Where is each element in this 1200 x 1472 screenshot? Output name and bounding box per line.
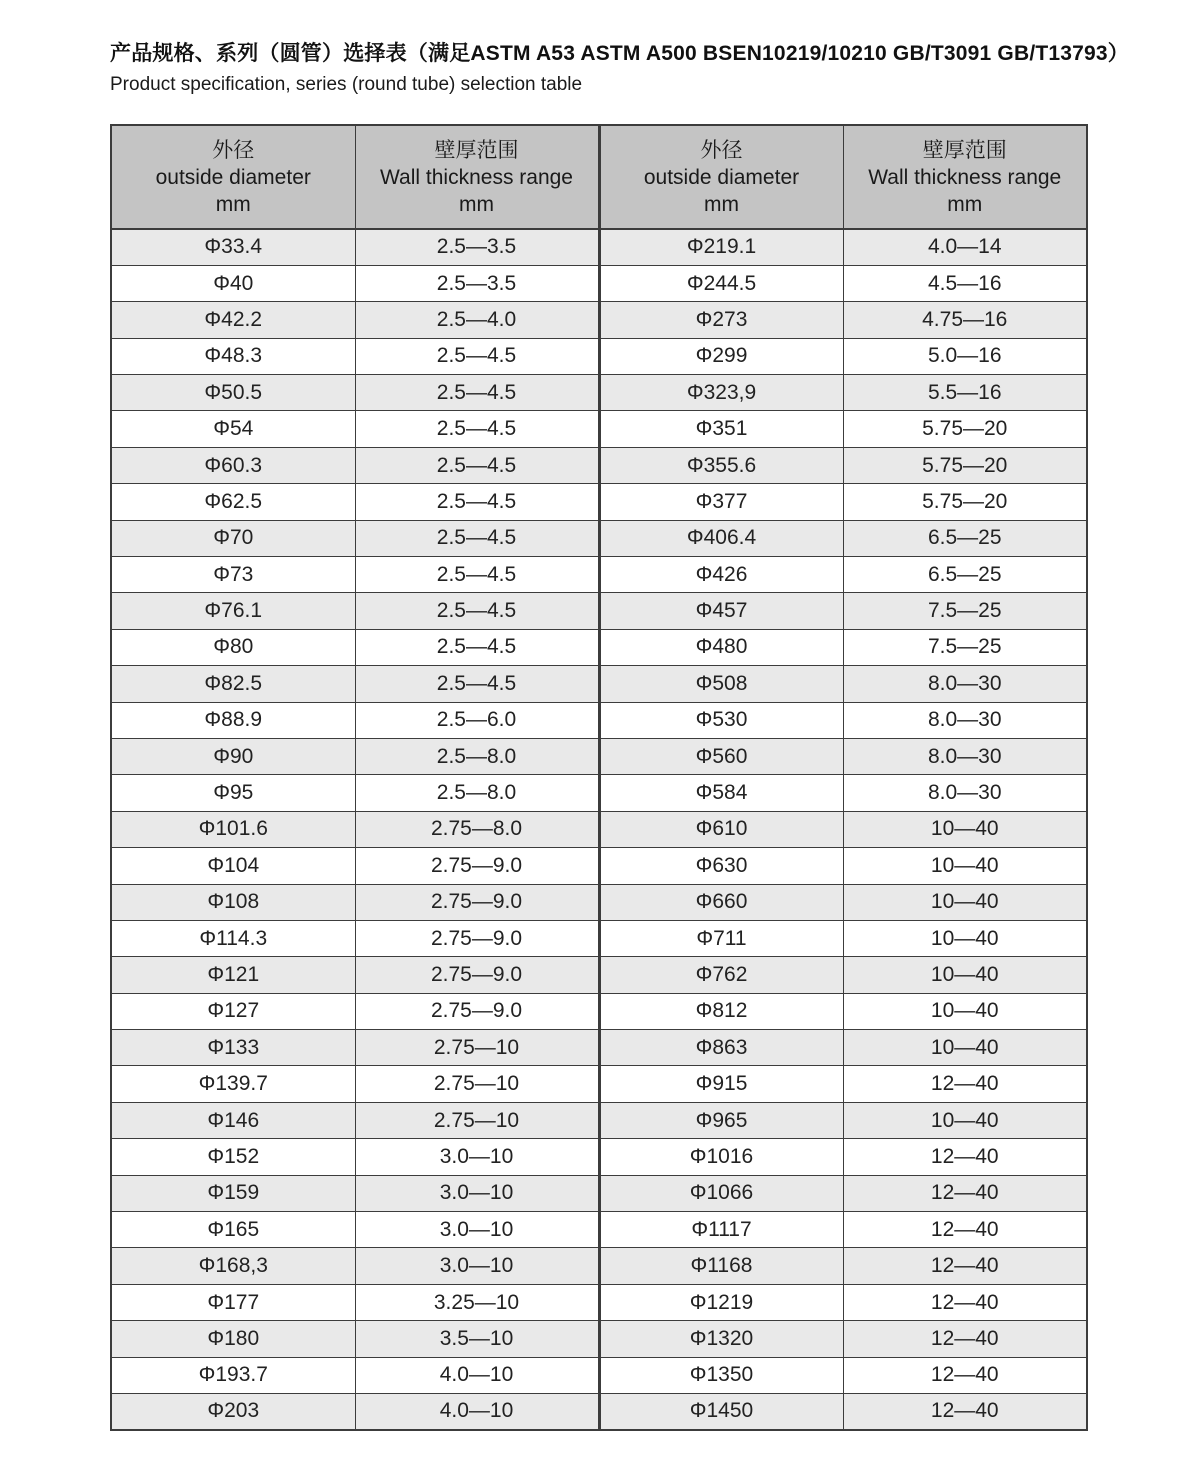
cell-wall-thickness-range: 5.75—20: [843, 411, 1087, 447]
cell-outside-diameter: Φ299: [599, 338, 843, 374]
table-row: [111, 1248, 1087, 1284]
cell-outside-diameter: Φ88.9: [111, 702, 355, 738]
cell-wall-thickness-range: 3.5—10: [355, 1321, 599, 1357]
cell-outside-diameter: Φ76.1: [111, 593, 355, 629]
column-header-outside-diameter-left: [111, 125, 355, 229]
table-row: [111, 702, 1087, 738]
table-row: [111, 447, 1087, 483]
column-header-outside-diameter-right: [599, 125, 843, 229]
table-row: [111, 666, 1087, 702]
cell-outside-diameter: Φ80: [111, 629, 355, 665]
table-row: [111, 1030, 1087, 1066]
cell-outside-diameter: Φ60.3: [111, 447, 355, 483]
cell-wall-thickness-range: 5.5—16: [843, 375, 1087, 411]
cell-outside-diameter: Φ203: [111, 1394, 355, 1430]
spec-table-head: [111, 125, 1087, 229]
table-row: [111, 1066, 1087, 1102]
cell-wall-thickness-range: 8.0—30: [843, 702, 1087, 738]
cell-wall-thickness-range: 4.0—10: [355, 1394, 599, 1430]
cell-outside-diameter: Φ95: [111, 775, 355, 811]
cell-wall-thickness-range: 2.75—9.0: [355, 884, 599, 920]
table-row: [111, 957, 1087, 993]
cell-outside-diameter: Φ915: [599, 1066, 843, 1102]
cell-wall-thickness-range: 2.75—9.0: [355, 920, 599, 956]
cell-outside-diameter: Φ457: [599, 593, 843, 629]
cell-wall-thickness-range: 4.0—10: [355, 1357, 599, 1393]
header-unit-label: mm: [215, 192, 251, 216]
cell-outside-diameter: Φ426: [599, 557, 843, 593]
table-row: [111, 229, 1087, 265]
cell-wall-thickness-range: 2.75—10: [355, 1030, 599, 1066]
cell-wall-thickness-range: 12—40: [843, 1248, 1087, 1284]
cell-wall-thickness-range: 3.0—10: [355, 1139, 599, 1175]
cell-outside-diameter: Φ165: [111, 1212, 355, 1248]
cell-wall-thickness-range: 12—40: [843, 1066, 1087, 1102]
cell-wall-thickness-range: 2.5—3.5: [355, 229, 599, 265]
table-row: [111, 848, 1087, 884]
page-subtitle: Product specification, series (round tube) selection table: [110, 74, 583, 95]
header-zh-label: 外径: [700, 138, 743, 162]
table-row: [111, 375, 1087, 411]
cell-wall-thickness-range: 2.75—10: [355, 1102, 599, 1138]
table-row: [111, 1284, 1087, 1320]
cell-outside-diameter: Φ1350: [599, 1357, 843, 1393]
cell-outside-diameter: Φ630: [599, 848, 843, 884]
cell-wall-thickness-range: 2.5—6.0: [355, 702, 599, 738]
cell-outside-diameter: Φ1450: [599, 1394, 843, 1430]
header-en-label: outside diameter: [643, 165, 800, 189]
cell-wall-thickness-range: 2.5—4.5: [355, 447, 599, 483]
cell-wall-thickness-range: 2.75—9.0: [355, 957, 599, 993]
cell-outside-diameter: Φ377: [599, 484, 843, 520]
cell-outside-diameter: Φ193.7: [111, 1357, 355, 1393]
cell-wall-thickness-range: 2.5—4.5: [355, 484, 599, 520]
table-row: [111, 775, 1087, 811]
cell-outside-diameter: Φ40: [111, 265, 355, 301]
cell-wall-thickness-range: 4.75—16: [843, 302, 1087, 338]
header-unit-label: mm: [947, 192, 983, 216]
cell-outside-diameter: Φ711: [599, 920, 843, 956]
cell-wall-thickness-range: 2.75—9.0: [355, 848, 599, 884]
cell-wall-thickness-range: 2.5—4.5: [355, 629, 599, 665]
cell-outside-diameter: Φ244.5: [599, 265, 843, 301]
cell-wall-thickness-range: 5.75—20: [843, 447, 1087, 483]
cell-outside-diameter: Φ762: [599, 957, 843, 993]
table-row: [111, 1394, 1087, 1430]
table-row: [111, 1357, 1087, 1393]
cell-outside-diameter: Φ323,9: [599, 375, 843, 411]
cell-outside-diameter: Φ610: [599, 811, 843, 847]
table-row: [111, 1175, 1087, 1211]
cell-outside-diameter: Φ127: [111, 993, 355, 1029]
cell-outside-diameter: Φ108: [111, 884, 355, 920]
cell-wall-thickness-range: 10—40: [843, 884, 1087, 920]
cell-wall-thickness-range: 5.0—16: [843, 338, 1087, 374]
cell-wall-thickness-range: 12—40: [843, 1139, 1087, 1175]
cell-wall-thickness-range: 2.5—3.5: [355, 265, 599, 301]
cell-wall-thickness-range: 12—40: [843, 1212, 1087, 1248]
table-row: [111, 1212, 1087, 1248]
header-unit-label: mm: [459, 192, 494, 216]
cell-outside-diameter: Φ42.2: [111, 302, 355, 338]
cell-wall-thickness-range: 4.5—16: [843, 265, 1087, 301]
header-zh-label: 壁厚范围: [434, 138, 519, 162]
cell-wall-thickness-range: 6.5—25: [843, 557, 1087, 593]
table-row: [111, 1102, 1087, 1138]
cell-outside-diameter: Φ180: [111, 1321, 355, 1357]
cell-outside-diameter: Φ48.3: [111, 338, 355, 374]
cell-outside-diameter: Φ1066: [599, 1175, 843, 1211]
cell-wall-thickness-range: 2.75—10: [355, 1066, 599, 1102]
cell-wall-thickness-range: 12—40: [843, 1321, 1087, 1357]
cell-wall-thickness-range: 3.0—10: [355, 1175, 599, 1211]
header-en-label: Wall thickness range: [868, 165, 1062, 189]
cell-outside-diameter: Φ584: [599, 775, 843, 811]
cell-wall-thickness-range: 12—40: [843, 1284, 1087, 1320]
cell-wall-thickness-range: 2.5—4.5: [355, 375, 599, 411]
cell-wall-thickness-range: 2.5—4.5: [355, 593, 599, 629]
cell-outside-diameter: Φ101.6: [111, 811, 355, 847]
cell-wall-thickness-range: 2.5—4.5: [355, 338, 599, 374]
cell-outside-diameter: Φ219.1: [599, 229, 843, 265]
cell-wall-thickness-range: 7.5—25: [843, 629, 1087, 665]
cell-wall-thickness-range: 3.0—10: [355, 1248, 599, 1284]
cell-outside-diameter: Φ133: [111, 1030, 355, 1066]
cell-outside-diameter: Φ54: [111, 411, 355, 447]
cell-wall-thickness-range: 6.5—25: [843, 520, 1087, 556]
cell-outside-diameter: Φ660: [599, 884, 843, 920]
table-row: [111, 557, 1087, 593]
cell-wall-thickness-range: 12—40: [843, 1357, 1087, 1393]
cell-outside-diameter: Φ1168: [599, 1248, 843, 1284]
cell-outside-diameter: Φ33.4: [111, 229, 355, 265]
cell-wall-thickness-range: 2.5—4.0: [355, 302, 599, 338]
cell-outside-diameter: Φ1219: [599, 1284, 843, 1320]
table-row: [111, 520, 1087, 556]
cell-wall-thickness-range: 2.5—4.5: [355, 557, 599, 593]
table-row: [111, 411, 1087, 447]
table-row: [111, 920, 1087, 956]
cell-wall-thickness-range: 12—40: [843, 1175, 1087, 1211]
spec-table: [110, 124, 1088, 1431]
table-row: [111, 993, 1087, 1029]
cell-wall-thickness-range: 2.75—8.0: [355, 811, 599, 847]
cell-wall-thickness-range: 2.5—4.5: [355, 520, 599, 556]
header-zh-label: 壁厚范围: [922, 138, 1007, 162]
cell-outside-diameter: Φ560: [599, 738, 843, 774]
cell-wall-thickness-range: 2.75—9.0: [355, 993, 599, 1029]
cell-outside-diameter: Φ159: [111, 1175, 355, 1211]
cell-outside-diameter: Φ812: [599, 993, 843, 1029]
table-row: [111, 1139, 1087, 1175]
cell-wall-thickness-range: 3.0—10: [355, 1212, 599, 1248]
cell-wall-thickness-range: 2.5—8.0: [355, 738, 599, 774]
cell-outside-diameter: Φ508: [599, 666, 843, 702]
table-row: [111, 338, 1087, 374]
cell-outside-diameter: Φ1117: [599, 1212, 843, 1248]
cell-outside-diameter: Φ1016: [599, 1139, 843, 1175]
cell-wall-thickness-range: 8.0—30: [843, 775, 1087, 811]
cell-outside-diameter: Φ121: [111, 957, 355, 993]
cell-outside-diameter: Φ168,3: [111, 1248, 355, 1284]
table-row: [111, 484, 1087, 520]
spec-table-body: [111, 229, 1087, 1430]
cell-outside-diameter: Φ114.3: [111, 920, 355, 956]
header-unit-label: mm: [704, 192, 739, 216]
cell-outside-diameter: Φ965: [599, 1102, 843, 1138]
cell-outside-diameter: Φ90: [111, 738, 355, 774]
table-row: [111, 738, 1087, 774]
cell-wall-thickness-range: 8.0—30: [843, 666, 1087, 702]
table-row: [111, 302, 1087, 338]
cell-wall-thickness-range: 10—40: [843, 957, 1087, 993]
cell-outside-diameter: Φ62.5: [111, 484, 355, 520]
cell-wall-thickness-range: 10—40: [843, 920, 1087, 956]
header-zh-label: 外径: [212, 138, 255, 162]
cell-outside-diameter: Φ177: [111, 1284, 355, 1320]
table-row: [111, 265, 1087, 301]
cell-outside-diameter: Φ146: [111, 1102, 355, 1138]
cell-wall-thickness-range: 10—40: [843, 1102, 1087, 1138]
cell-outside-diameter: Φ70: [111, 520, 355, 556]
table-row: [111, 1321, 1087, 1357]
cell-outside-diameter: Φ273: [599, 302, 843, 338]
cell-outside-diameter: Φ1320: [599, 1321, 843, 1357]
cell-outside-diameter: Φ480: [599, 629, 843, 665]
page-title: 产品规格、系列（圆管）选择表（满足ASTM A53 ASTM A500 BSEN10219/10210 GB/T3091 GB/T13793）: [110, 42, 1129, 65]
cell-wall-thickness-range: 2.5—4.5: [355, 411, 599, 447]
cell-outside-diameter: Φ406.4: [599, 520, 843, 556]
header-row: [111, 125, 1087, 229]
table-row: [111, 884, 1087, 920]
cell-outside-diameter: Φ530: [599, 702, 843, 738]
cell-wall-thickness-range: 10—40: [843, 993, 1087, 1029]
cell-wall-thickness-range: 10—40: [843, 1030, 1087, 1066]
header-en-label: outside diameter: [155, 165, 311, 189]
header-en-label: Wall thickness range: [380, 165, 573, 189]
cell-wall-thickness-range: 3.25—10: [355, 1284, 599, 1320]
cell-outside-diameter: Φ82.5: [111, 666, 355, 702]
cell-wall-thickness-range: 8.0—30: [843, 738, 1087, 774]
cell-outside-diameter: Φ863: [599, 1030, 843, 1066]
cell-wall-thickness-range: 10—40: [843, 848, 1087, 884]
table-row: [111, 593, 1087, 629]
cell-wall-thickness-range: 5.75—20: [843, 484, 1087, 520]
column-header-wall-thickness-range-left: [355, 125, 599, 229]
cell-wall-thickness-range: 2.5—4.5: [355, 666, 599, 702]
cell-outside-diameter: Φ351: [599, 411, 843, 447]
cell-outside-diameter: Φ73: [111, 557, 355, 593]
cell-outside-diameter: Φ355.6: [599, 447, 843, 483]
cell-outside-diameter: Φ50.5: [111, 375, 355, 411]
cell-outside-diameter: Φ152: [111, 1139, 355, 1175]
cell-wall-thickness-range: 2.5—8.0: [355, 775, 599, 811]
content: [110, 40, 1129, 1431]
table-row: [111, 811, 1087, 847]
cell-outside-diameter: Φ139.7: [111, 1066, 355, 1102]
cell-wall-thickness-range: 7.5—25: [843, 593, 1087, 629]
cell-wall-thickness-range: 4.0—14: [843, 229, 1087, 265]
cell-wall-thickness-range: 10—40: [843, 811, 1087, 847]
table-row: [111, 629, 1087, 665]
column-header-wall-thickness-range-right: [843, 125, 1087, 229]
cell-wall-thickness-range: 12—40: [843, 1394, 1087, 1430]
cell-outside-diameter: Φ104: [111, 848, 355, 884]
